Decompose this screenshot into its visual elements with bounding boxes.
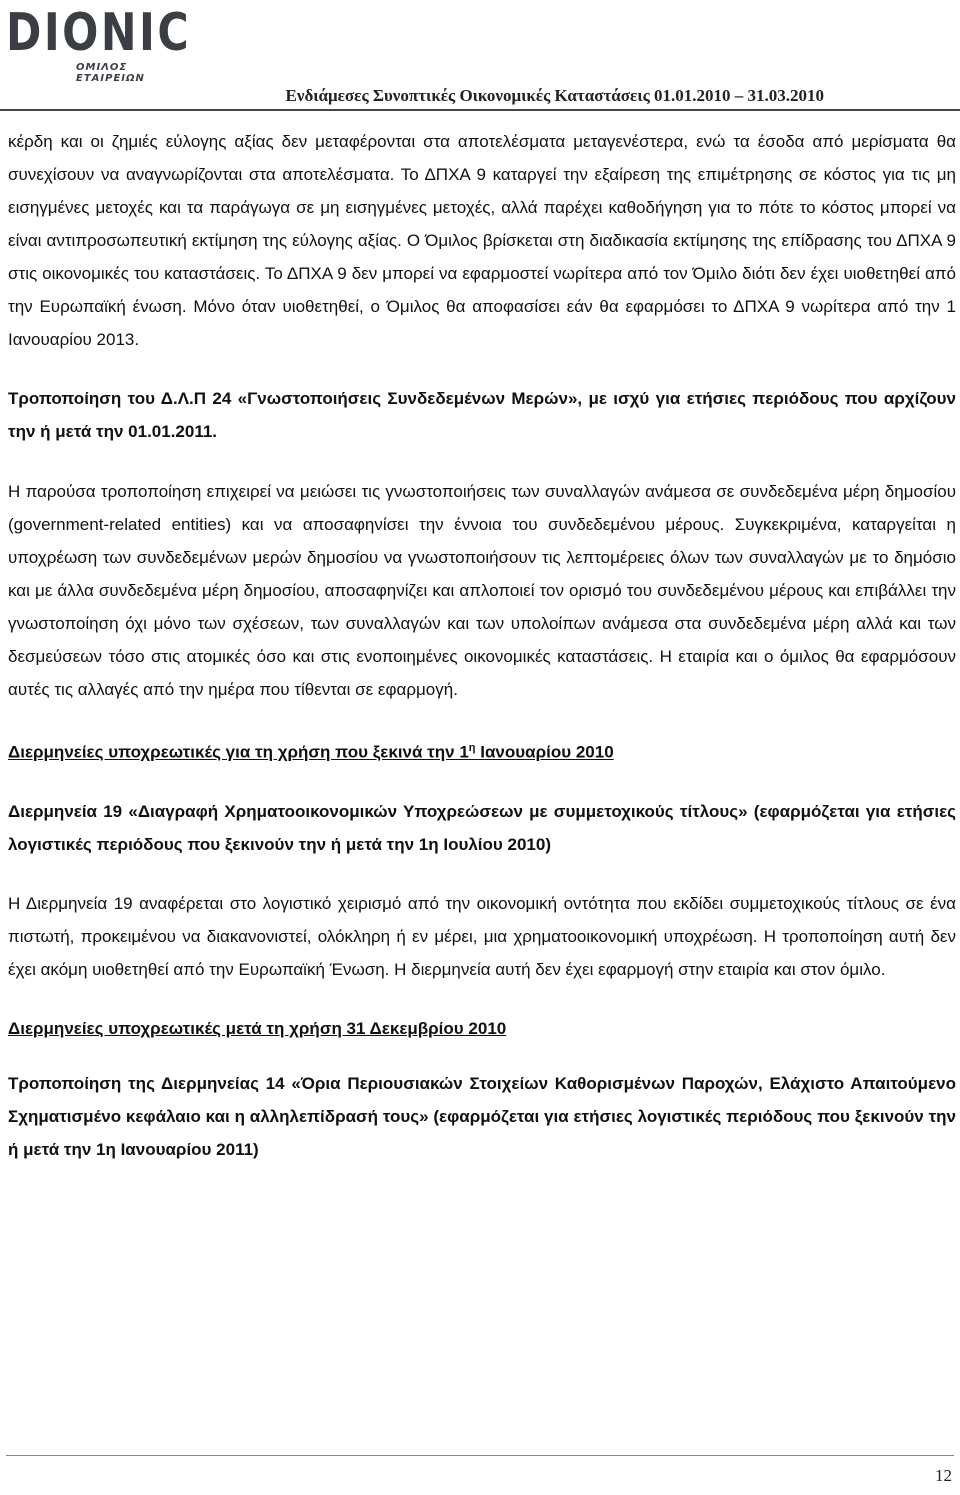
header-divider bbox=[0, 109, 960, 111]
document-header-title: Ενδιάμεσες Συνοπτικές Οικονομικές Καταστάσεις 01.01.2010 – 31.03.2010 bbox=[285, 86, 824, 105]
heading-ifric19: Διερμηνεία 19 «Διαγραφή Χρηματοοικονομικών Υποχρεώσεων με συμμετοχικούς τίτλους» (εφαρμόζεται για ετήσιες λογιστικές περιόδους που ξεκινούν την ή μετά την 1η Ιουλίου 2010) bbox=[8, 801, 956, 854]
document-body bbox=[8, 125, 956, 1166]
heading-ifric14-amendment: Τροποποίηση της Διερμηνείας 14 «Όρια Περιουσιακών Στοιχείων Καθορισμένων Παροχών, Ελάχιστο Απαιτούμενο Σχηματισμένο κεφάλαιο και η αλληλεπίδρασή τους» (εφαρμόζεται για ετήσιες λογιστικές περιόδους που ξεκινούν την ή μετά την 1η Ιανουαρίου 2011) bbox=[8, 1073, 956, 1159]
spacer bbox=[8, 1045, 956, 1067]
company-logo bbox=[6, 2, 196, 84]
spacer bbox=[8, 448, 956, 475]
paragraph-ifrs9-continued: κέρδη και οι ζημιές εύλογης αξίας δεν μεταφέρονται στα αποτελέσματα μεταγενέστερα, ενώ τα έσοδα από μερίσματα θα συνεχίσουν να αναγνωρίζονται στα αποτελέσματα. Το ΔΠΧΑ 9 καταργεί την εξαίρεση της επιμέτρησης σε κόστος για τις μη εισηγμένες μετοχές και τα παράγωγα σε μη εισηγμένες μετοχές, αλλά παρέχει καθοδήγηση για το πότε το κόστος μπορεί να είναι αντιπροσωπευτική εκτίμηση της εύλογης αξίας. Ο Όμιλος βρίσκεται στη διαδικασία εκτίμησης της επίδρασης του ΔΠΧΑ 9 στις οικονομικές του καταστάσεις. Το ΔΠΧΑ 9 δεν μπορεί να εφαρμοστεί νωρίτερα από τον Όμιλο διότι δεν έχει υιοθετηθεί από την Ευρωπαϊκή ένωση. Μόνο όταν υιοθετηθεί, ο Όμιλος θα αποφασίσει εάν θα εφαρμόσει το ΔΠΧΑ 9 νωρίτερα από την 1 Ιανουαρίου 2013. bbox=[8, 132, 956, 349]
spacer bbox=[8, 769, 956, 795]
page-number: 12 bbox=[935, 1466, 952, 1485]
heading-interpretations-2010 bbox=[8, 732, 956, 769]
footer-divider bbox=[6, 1455, 954, 1456]
heading-text: Διερμηνείες υποχρεωτικές για τη χρήση που ξεκινά την 1 bbox=[8, 742, 469, 762]
heading-text-end: Ιανουαρίου 2010 bbox=[475, 742, 614, 762]
heading-ias24-amendment: Τροποποίηση του Δ.Λ.Π 24 «Γνωστοποιήσεις Συνδεδεμένων Μερών», με ισχύ για ετήσιες περιόδους που αρχίζουν την ή μετά την 01.01.2011. bbox=[8, 389, 956, 441]
paragraph-ifric19: Η Διερμηνεία 19 αναφέρεται στο λογιστικό χειρισμό από την οικονομική οντότητα που εκδίδει συμμετοχικούς τίτλους σε ένα πιστωτή, προκειμένου να διακανονιστεί, ολόκληρη ή εν μέρει, μια χρηματοοικονομική υποχρέωση. Η τροποποίηση αυτή δεν έχει ακόμη υιοθετηθεί από την Ευρωπαϊκή Ένωση. Η διερμηνεία αυτή δεν έχει εφαρμογή στην εταιρία και στον όμιλο. bbox=[8, 893, 956, 979]
spacer bbox=[8, 861, 956, 887]
paragraph-ias24: Η παρούσα τροποποίηση επιχειρεί να μειώσει τις γνωστοποιήσεις των συναλλαγών ανάμεσα σε συνδεδεμένα μέρη δημοσίου (government-related entities) και να αποσαφηνίσει την έννοια του συνδεδεμένου μέρους. Συγκεκριμένα, καταργείται η υποχρέωση των συνδεδεμένων μερών δημοσίου να γνωστοποιήσουν τις λεπτομέρειες όλων των συναλλαγών με το δημόσιο και με άλλα συνδεδεμένα μέρη δημοσίου, αποσαφηνίζει και απλοποιεί τον ορισμό του συνδεδεμένου μέρους και επιβάλλει την γνωστοποίηση όχι μόνο των σχέσεων, των συναλλαγών και των υπολοίπων ανάμεσα στα συνδεδεμένα μέρη αλλά και των δεσμεύσεων τόσο στις ατομικές όσο και στις ενοποιημένες οικονομικές καταστάσεις. Η εταιρία και ο όμιλος θα εφαρμόσουν αυτές τις αλλαγές από την ημέρα που τίθενται σε εφαρμογή. bbox=[8, 482, 956, 699]
heading-interpretations-after-2010: Διερμηνείες υποχρεωτικές μετά τη χρήση 31 Δεκεμβρίου 2010 bbox=[8, 1018, 507, 1038]
spacer bbox=[8, 706, 956, 732]
spacer bbox=[8, 986, 956, 1012]
spacer bbox=[8, 356, 956, 382]
heading-superscript: η bbox=[468, 742, 476, 754]
logo-subtitle: ΟΜΙΛΟΣ ΕΤΑΙΡΕΙΩΝ bbox=[76, 62, 145, 84]
logo-text: DIONIC bbox=[6, 3, 192, 63]
